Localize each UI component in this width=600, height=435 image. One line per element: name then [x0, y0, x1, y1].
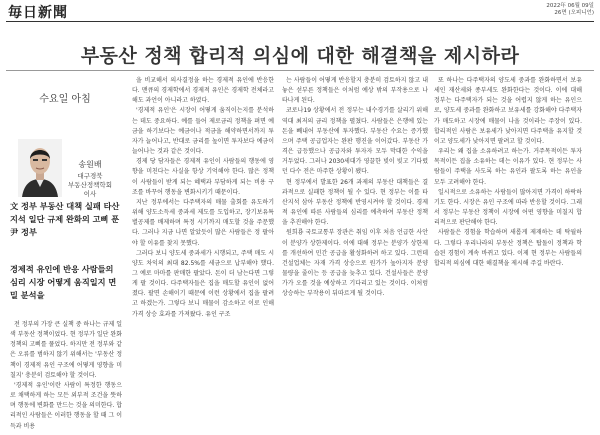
- masthead: [8, 3, 208, 23]
- paragraph: 일시적으로 소유하는 사람들이 많아지면 가격이 하락하기도 한다. 시장은 유인 구조에 따라 반응할 것이다. 그래서 정부는 부동산 정책이 시장에 어떤 영향을 미칠지 합리적으로 판단해야 한다.: [434, 188, 582, 227]
- paragraph: 을 비교해서 의사결정을 하는 경제적 유인에 반응한다. 맨큐의 경제학에서 경제적 유인은 경제학 전체라고 해도 과언이 아니라고 하였다.: [132, 77, 274, 105]
- paragraph: 그러다 보니 양도세 중과세가 시행되고, 주택 매도 시 양도 차익의 최대 82.5%를 세금으로 납부해야 했다. 그 예로 마마를 판매한 팔았다. 돈이 더 남는다면 그렇게 팔 것이다. 다주택자들은 집을 매도할 유인이 없어졌다. 팔면 손해이기 때문에 이런 상황에서 집을 팔려고 하겠는가. 그렇다 보니 매물이 감소하고 이로 인해 가격 상승 효과를 가져왔다. 유인 구조: [132, 249, 274, 318]
- article-column: [282, 76, 428, 435]
- paragraph: 우리는 왜 집을 소유하려고 하는가. 거주목적이든 투자 목적이든 집을 소유하는 데는 이유가 있다. 현 정부는 사람들이 주택을 사도록 하는 유인과 팔도록 하는 유인을 모두 고려해야 한다.: [434, 148, 582, 186]
- paragraph: 코로나19 상황에서 전 정부는 내수경기를 살리기 위해 역대 최저의 금리 정책을 펼쳤다. 사람들은 은행에 있는 돈을 빼내어 부동산에 투자했다. 부동산 수요는 증가했으며 주택 공급업자는 완판 행진을 이어갔다. 부동산 가격은 급등했으나 공급자와 투자자 모두 막대한 수익을 거두었다. 그러나 2030세대가 영끌한 빚이 빚고 기다렸던 다수 전은 마주한 상황이 됐다.: [282, 107, 428, 176]
- paragraph: 지난 정부에서는 다주택자의 매물 출회를 유도하기 위해 양도소득세 중과세 제도를 도입하고, 장기보유특별공제를 배제하며 특정 시기까지 매도할 것을 주문했다. 그러나 지금 나면 알았듯이 많은 사람들은 정 팔아야 할 이유를 찾지 못했다.: [132, 198, 274, 247]
- newspaper-logo: 毎日新聞: [8, 5, 68, 21]
- author-affiliation: 대구경북: [77, 172, 103, 180]
- author-name: 송원배: [78, 160, 102, 169]
- paragraph: 사람들은 경험을 학습하며 새롭게 제재하는 데 탁월하다. 그렇다 우리나라의 부동산 정책은 탑돌이 정책과 학습된 경험이 계속 바뀌고 있다. 이제 현 정부는 사람들의 합리적 의심에 대한 해결책을 제시해 주길 바란다.: [434, 229, 582, 267]
- paragraph: 는 사람들이 어떻게 반응할지 충분히 검토하지 않고 내놓은 섣부른 정책들은 이처럼 예상 밖의 부작용으로 나타나게 된다.: [282, 77, 428, 105]
- paragraph: 전 정부의 가장 큰 실책 중 하나는 규제 일색 부동산 정책이었다. 현 정부가 일단 완화 정책의 고삐를 풀었다. 하지만 전 정부와 같은 오류를 범하지 않기 위해서는 '부동산 정책이 경제적 유인 구조에 어떻게 영향을 미칠지' 충분히 검토해야 할 것이다.: [10, 321, 122, 379]
- paragraph: '경제적 유인'은 시장이 어떻게 움직이는지를 분석하는 데도 중요하다. 예를 들어 제로금리 정책을 펴면 예금을 하기보다는 예금이나 적금을 해약하면서까지 투자가 늘어나고, 반대로 금리를 높이면 투자보다 예금이 늘어나는 것과 같은 것이다.: [132, 107, 274, 156]
- subheading: 文 정부 부동산 대책 실패 타산지석 일단 규제 완화의 고삐 푼 尹 정부: [10, 201, 120, 237]
- article-column: [10, 320, 122, 435]
- issue-date: 2022年 06월 09일: [546, 3, 594, 9]
- page-label: 26면 (오피니언): [554, 10, 594, 16]
- headline-rule: [6, 70, 594, 71]
- paragraph: 또 하나는 다주택자의 양도세 중과를 완화하면서 보유세인 재산세와 종부세도 완화한다는 것이다. 이에 대해 정부는 다주택자가 되는 것을 어렵지 않게 하는 유인으로, 양도세 중과를 완화하고 보유세를 강화해야 다주택자가 매도하고 시장에 매물이 나올 것이라는 주장이 있다. 합리적인 사람은 보유세가 낮아지면 다주택을 유지할 것이고 양도세가 낮아지면 팔려고 할 것이다.: [434, 77, 582, 145]
- column-name: 수요일 아침: [39, 94, 91, 105]
- article-column: [132, 76, 274, 435]
- subheading: 경제적 유인에 반응 사람들의 심리 시장 어떻게 움직일지 면밀 분석을: [10, 264, 117, 300]
- paragraph: 경제 당 담자들은 경제적 유인이 사람들의 행동에 영향을 미친다는 사실을 항상 기억해야 한다. 많은 정책이 사람들이 받게 되는 혜택과 부담하게 되는 비용 구조를 바꾸어 행동을 변화시키기 때문이다.: [132, 158, 274, 196]
- paragraph: 현 정부에서 발표한 26개 과제의 부동산 대책들은 결과적으로 실패한 정책이 될 수 있다. 현 정부는 이를 타산지석 삼아 부동산 정책에 반영시켜야 할 것이다. 경제적 유인에 따른 사람들의 심리를 예측하여 부동산 정책을 추진해야 한다.: [282, 178, 428, 227]
- article-column: [434, 76, 582, 435]
- top-rule: [6, 21, 594, 22]
- paragraph: 원희룡 국토교통부 장관은 취임 이후 처음 언급한 사안이 분양가 상한제이다. 이에 대해 정부는 분양가 상한제를 개선하여 민간 공급을 활성화하려 하고 있다. 그런데 건설업체는 자재 가격 상승으로 원가가 높아지자 분양 물량을 줄이는 등 공급을 늦추고 있다. 건설사들은 분양가가 오를 것을 예상하고 기다리고 있는 것이다. 이처럼 상승하는 부작용이 뒤따르게 될 것이다.: [282, 229, 428, 298]
- dateline: [546, 3, 594, 17]
- author-portrait-icon: [18, 139, 62, 197]
- page-title: 부동산 정책 합리적 의심에 대한 해결책을 제시하라: [80, 45, 520, 67]
- author-info: [64, 160, 116, 199]
- author-affiliation: 부동산정책학회: [68, 181, 112, 189]
- author-role: 이사: [83, 190, 97, 198]
- paragraph: '경제적 유인'이란 사람이 특정한 행동으로 채택하게 하는 모든 외부적 조건을 뜻하며 행동에 변화를 만드는 것을 의미한다. 합리적인 사람들은 이러한 행동을 할 때 그 이득과 비용: [10, 381, 122, 430]
